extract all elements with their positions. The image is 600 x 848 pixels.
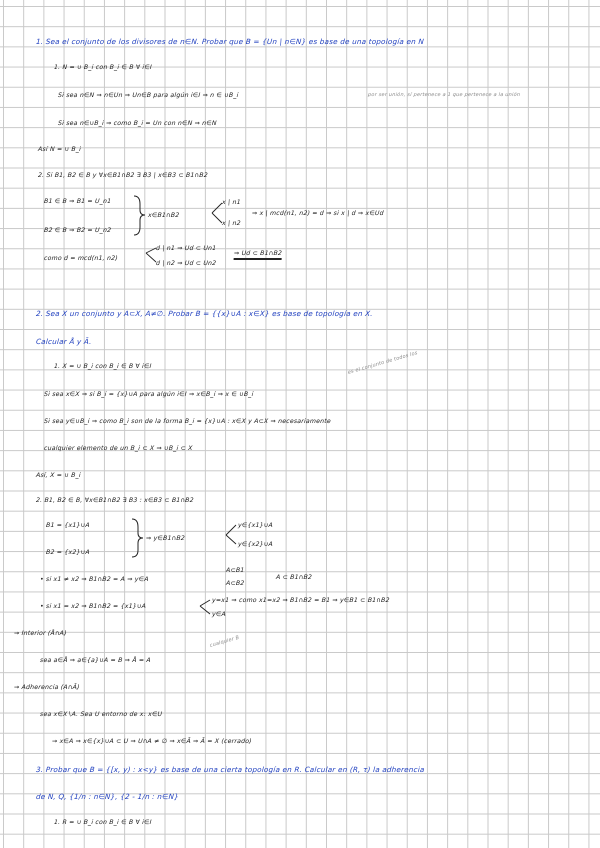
ex1-b2-def: B2 ∈ B ⇒ B2 = U_n2: [43, 227, 112, 234]
ex2-b1-def: B1 = {x1}∪A: [45, 522, 90, 529]
ex1-x-divides-n1: x | n1: [221, 199, 241, 206]
exercise-3-statement-cont: de N, Q, {1/n : n∈N}, {2 - 1/n : n∈N}: [35, 792, 180, 801]
ex2-fork-1: [226, 525, 236, 544]
ex2-line-3: Si sea y∈∪B_i ⇒ como B_i son de la forma B_i = {x}∪A : x∈X y A⊂X ⇒ necesariamente: [43, 418, 332, 425]
ex1-line-3: Si sea n∈∪B_i ⇒ como B_i = Un con n∈N ⇒ n∈N: [57, 120, 217, 127]
ex1-line-4: Así N = ∪ B_i: [37, 146, 82, 153]
ex2-interior-heading: → Interior (Å∩A): [13, 630, 67, 637]
ex2-case-y-eq-x1: y=x1 ⇒ como x1=x2 ⇒ B1∩B2 = B1 ⇒ y∈B1 ⊂ B1∩B2: [211, 597, 390, 604]
ex2-margin-note: es el conjunto de todos los: [347, 350, 419, 376]
ex1-x-divides-n2: x | n2: [221, 220, 241, 227]
ex1-right-brace: [134, 196, 145, 235]
exercise-2-statement: 2. Sea X un conjunto y A⊂X, A≠∅. Probar B = {{x}∪A : x∈X} es base de topología en X.: [35, 309, 374, 318]
ex2-adherence-line-1: sea x∈X∖A. Sea U entorno de x: x∈U: [39, 711, 163, 718]
ex2-y-in-b2: y∈{x2}∪A: [237, 541, 274, 548]
ex2-interior-proof: sea a∈Å ⇒ a∈{a}∪A = B ⇒ Å = A: [39, 657, 152, 664]
ex1-fork-2: [146, 248, 156, 262]
ex1-line-5: 2. Si B1, B2 ∈ B y ∀x∈B1∩B2 ∃ B3 | x∈B3 ⊂ B1∩B2: [37, 172, 209, 179]
exercise-1-statement: 1. Sea el conjunto de los divisores de n∈N. Probar que B = {Un | n∈N} es base de una topología en N: [35, 37, 425, 46]
ex1-b1-def: B1 ∈ B ⇒ B1 = U_n1: [43, 198, 112, 205]
ex2-right-brace: [132, 519, 143, 557]
ex2-line-6: 2. B1, B2 ∈ B, ∀x∈B1∩B2 ∃ B3 : x∈B3 ⊂ B1∩B2: [35, 497, 194, 504]
ex2-a-subset-intersection: A ⊂ B1∩B2: [275, 574, 313, 581]
ex2-line-1: 1. X = ∪ B_i con B_i ∈ B ∀ i∈I: [53, 363, 152, 370]
ex1-fork-1: [212, 203, 222, 223]
ex2-y-in-intersection: ⇒ y∈B1∩B2: [145, 535, 186, 542]
ex1-d-divides-n1: d | n1 ⇒ Ud ⊂ Un1: [155, 245, 217, 252]
ex1-x-in-intersection: x∈B1∩B2: [147, 212, 180, 219]
ex1-como-mcd: como d = mcd(n1, n2): [43, 255, 119, 262]
ex2-interior-note: cualquier B: [209, 634, 241, 649]
ex2-a-subset-b1: A⊂B1: [225, 567, 245, 574]
ex3-line-1: 1. R = ∪ B_i con B_i ∈ B ∀ i∈I: [53, 819, 152, 826]
ex2-line-4: cualquier elemento de un B_i ⊂ X ⇒ ∪B_i ⊂ X: [43, 445, 193, 452]
ex2-case-y-in-a: y∈A: [211, 611, 227, 618]
ex2-line-2: Si sea x∈X ⇒ si B_i = {x}∪A para algún i∈I ⇒ x∈B_i ⇒ x ∈ ∪B_i: [43, 391, 254, 398]
ex1-line-1: 1. N = ∪ B_i con B_i ∈ B ∀ i∈I: [53, 64, 153, 71]
ex1-line-2: Si sea n∈N ⇒ n∈Un ⇒ Un∈B para algún i∈I ⇒ n ∈ ∪B_i: [57, 92, 239, 99]
ex1-final-result: ⇒ Ud ⊂ B1∩B2: [234, 250, 283, 257]
ex1-d-divides-n2: d | n2 ⇒ Ud ⊂ Un2: [155, 260, 217, 267]
ex2-b2-def: B2 = {x2}∪A: [45, 549, 90, 556]
ex2-case-distinct: • si x1 ≠ x2 ⇒ B1∩B2 = A ⇒ y∈A: [39, 576, 149, 583]
exercise-2-statement-cont: Calcular Å y Ā.: [35, 337, 92, 346]
ex2-adherence-heading: → Adherencia (A∩Ā): [13, 684, 80, 691]
ex1-margin-note: por ser unión, sí pertenece a 1 que pertenece a la unión: [367, 92, 521, 98]
ex2-y-in-b1: y∈{x1}∪A: [237, 522, 274, 529]
exercise-3-statement: 3. Probar que B = {[x, y) : x<y} es base de una cierta topología en R. Calcular en (R, τ) la adherencia: [35, 765, 425, 774]
ex1-mcd-conclusion: ⇒ x | mcd(n1, n2) = d ⇒ si x | d ⇒ x∈Ud: [251, 210, 385, 217]
ex2-fork-2: [200, 600, 210, 614]
ex2-a-subset-b2: A⊂B2: [225, 580, 245, 587]
ex2-adherence-line-2: → x∈A ⇒ x∈{x}∪A ⊂ U ⇒ U∩A ≠ ∅ ⇒ x∈Ā ⇒ Ā = X (cerrado): [51, 738, 253, 745]
ex2-case-equal: • si x1 = x2 ⇒ B1∩B2 = {x1}∪A: [39, 603, 147, 610]
ex2-line-5: Así, X = ∪ B_i: [35, 472, 82, 479]
